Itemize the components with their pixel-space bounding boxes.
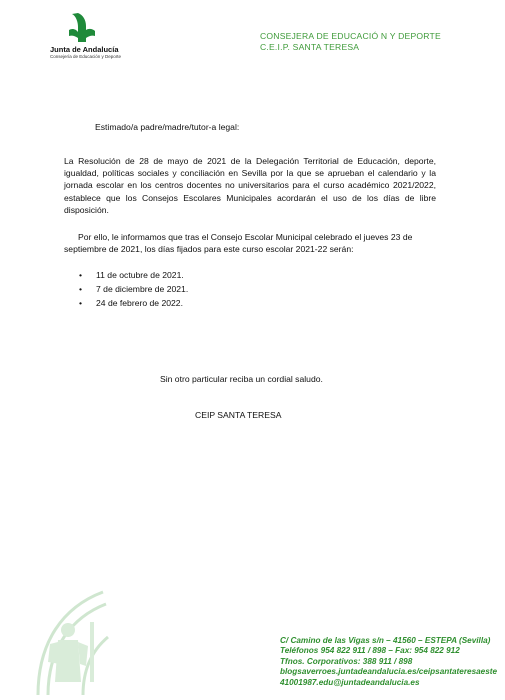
andalucia-watermark-icon (28, 582, 128, 695)
logo-subtitle: Consejería de Educación y Deporte (50, 54, 122, 59)
junta-emblem-icon (66, 12, 96, 44)
holiday-dates-list (64, 268, 188, 310)
logo-name: Junta de Andalucía (50, 45, 119, 54)
header-school: C.E.I.P. SANTA TERESA (260, 42, 360, 52)
date-text: 24 de febrero de 2022. (96, 298, 183, 308)
closing-greeting: Sin otro particular reciba un cordial saludo. (160, 374, 323, 384)
school-contact-footer (280, 636, 497, 688)
signature: CEIP SANTA TERESA (195, 410, 282, 420)
footer-blog-url: blogsaverroes.juntadeandalucia.es/ceipsantateresaeste (280, 667, 498, 677)
paragraph-resolution: La Resolución de 28 de mayo de 2021 de la Delegación Territorial de Educación, deporte, igualdad, políticas sociales y conciliación en Sevilla por la que se aprueban el calendario y la jornada escolar en los centros docentes no universitarios para el curso académico 2021/2022, establece que los Consejos Escolares Municipales acordarán el uso de los días de libre disposición. (64, 156, 436, 215)
date-text: 11 de octubre de 2021. (96, 270, 184, 280)
junta-andalucia-logo (44, 12, 124, 62)
bullet-icon: • (79, 284, 83, 294)
footer-corporate-phones: Tfnos. Corporativos: 388 911 / 898 (280, 656, 413, 666)
date-text: 7 de diciembre de 2021. (96, 284, 189, 294)
paragraph-council (64, 231, 436, 255)
school-header (260, 31, 441, 53)
bullet-icon: • (79, 270, 83, 280)
footer-address: C/ Camino de las Vigas s/n – 41560 – ESTEPA (Sevilla) (280, 636, 491, 645)
greeting: Estimado/a padre/madre/tutor-a legal: (95, 122, 240, 132)
list-item (64, 282, 188, 296)
footer-phones: Teléfonos 954 822 911 / 898 – Fax: 954 822 912 (280, 646, 460, 656)
header-department: CONSEJERA DE EDUCACIÓ N Y DEPORTE (260, 31, 441, 41)
list-item (64, 268, 188, 282)
bullet-icon: • (79, 298, 83, 308)
footer-email: 41001987.edu@juntadeandalucia.es (280, 677, 420, 687)
list-item (64, 296, 188, 310)
paragraph-council-text: Por ello, le informamos que tras el Consejo Escolar Municipal celebrado el jueves 23 de septiembre de 2021, los días fijados para este curso escolar 2021-22 serán: (64, 232, 413, 255)
